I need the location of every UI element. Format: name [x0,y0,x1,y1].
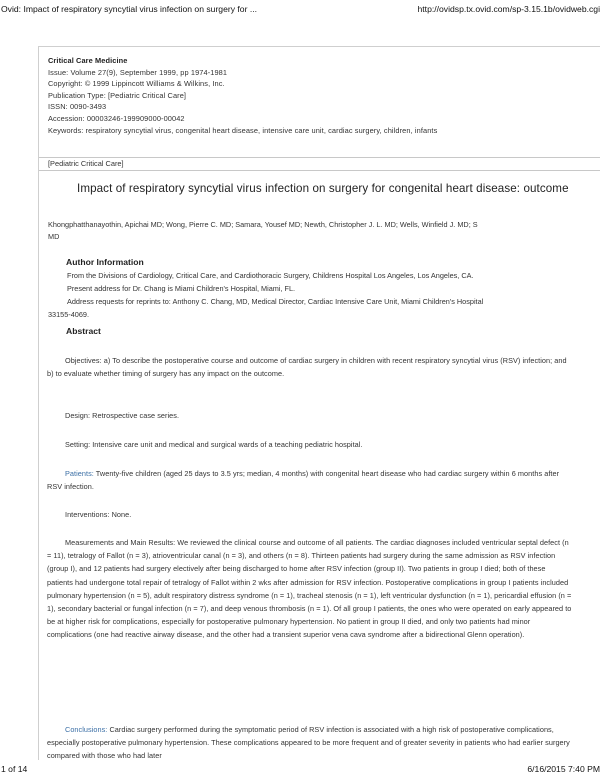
keywords-line: Keywords: respiratory syncytial virus, congenital heart disease, intensive care unit, cardiac surgery, children, infants [48,125,438,135]
patients-text: Twenty-five children (aged 25 days to 3.5 yrs; median, 4 months) with congenital heart disease who had cardiac surgery within 6 months after RSV infection. [47,469,560,492]
article-title: Impact of respiratory syncytial virus infection on surgery for congenital heart disease: outcome [77,182,569,195]
publication-type-line: Publication Type: [Pediatric Critical Care] [48,90,187,100]
print-footer [1,764,600,776]
print-datetime: 6/16/2015 7:40 PM [527,764,600,774]
author-list [48,219,600,243]
abstract-objectives: Objectives: a) To describe the postoperative course and outcome of cardiac surgery in children with recent respiratory syncytial virus (RSV) infection; and b) to evaluate whether timing of surgery has any impact on the outcome. [47,356,567,379]
section-tag: [Pediatric Critical Care] [39,157,600,171]
abstract-interventions: Interventions: None. [65,510,132,519]
author-list-line-continued: MD [48,232,60,241]
reprint-address-continued: 33155-4069. [48,310,89,319]
abstract-measurements: Measurements and Main Results: We reviewed the clinical course and outcome of all patients. The cardiac diagnoses included ventricular septal defect (n = 11), tetralogy of Fallot (n = 3), atrioventricular canal (n = 3), and others (n = 8). Thirteen patients had surgery during the same admission as RSV infection (group I), and 12 patients had surgery electively after being discharged to home after RSV infection (group II). Two patients in group I died; both of these patients had undergone total repair of tetralogy of Fallot within 2 wks after admission for RSV infection. Postoperative complications in group I patients included pulmonary hypertension (n = 5), adult respiratory distress syndrome (n = 1), tracheal stenosis (n = 1), left ventricular dysfunction (n = 1), pericardial effusion (n = 1), secondary bacterial or fungal infection (n = 7), and deep venous thrombosis (n = 1). Of all group I patients, the ones who were operated on early appeared to be at higher risk for complications, especially for postoperative pulmonary hypertension. No patient in group II died, and only two patients had minor complications (one had reactive airway disease, and the other had a transient superior vena cava syndrome after a bidirectional Glenn operation). [47,538,572,640]
author-information [48,269,600,321]
present-address: Present address for Dr. Chang is Miami Children's Hospital, Miami, FL. [67,284,296,293]
print-header-url[interactable]: http://ovidsp.tx.ovid.com/sp-3.15.1b/ovidweb.cgi [417,4,600,14]
print-header [1,4,600,16]
author-affiliation: From the Divisions of Cardiology, Critical Care, and Cardiothoracic Surgery, Childrens Hospital Los Angeles, Los Angeles, CA. [67,271,474,280]
citation-block [48,55,600,136]
issue-line: Issue: Volume 27(9), September 1999, pp 1974-1981 [48,67,228,77]
author-information-heading: Author Information [66,257,144,267]
print-header-title: Ovid: Impact of respiratory syncytial virus infection on surgery for ... [1,4,257,14]
conclusions-label: Conclusions: [65,725,108,734]
page-counter: 1 of 14 [1,764,28,774]
issn-line: ISSN: 0090-3493 [48,102,107,112]
copyright-line: Copyright: © 1999 Lippincott Williams & Wilkins, Inc. [48,79,225,89]
patients-label: Patients: [65,469,94,478]
author-list-line: Khongphatthanayothin, Apichai MD; Wong, Pierre C. MD; Samara, Yousef MD; Newth, Christopher J. L. MD; Wells, Winfield J. MD; S [48,220,478,229]
conclusions-text: Cardiac surgery performed during the symptomatic period of RSV infection is associated with a high risk of postoperative complications, especially postoperative pulmonary hypertension. These complications appeared to be more frequent and of greater severity in patients who had earlier surgery compared with those who had later [47,725,570,760]
journal-name: Critical Care Medicine [48,56,128,65]
abstract-setting: Setting: Intensive care unit and medical and surgical wards of a teaching pediatric hospital. [65,440,363,449]
abstract-conclusions [47,723,572,760]
abstract-design: Design: Retrospective case series. [65,411,180,420]
reprint-address: Address requests for reprints to: Anthony C. Chang, MD, Medical Director, Cardiac Intensive Care Unit, Miami Children's Hospital [67,297,484,306]
abstract-heading: Abstract [66,326,101,336]
article-page [38,46,600,760]
accession-line: Accession: 00003246-199909000-00042 [48,113,185,123]
abstract-patients [47,467,572,493]
